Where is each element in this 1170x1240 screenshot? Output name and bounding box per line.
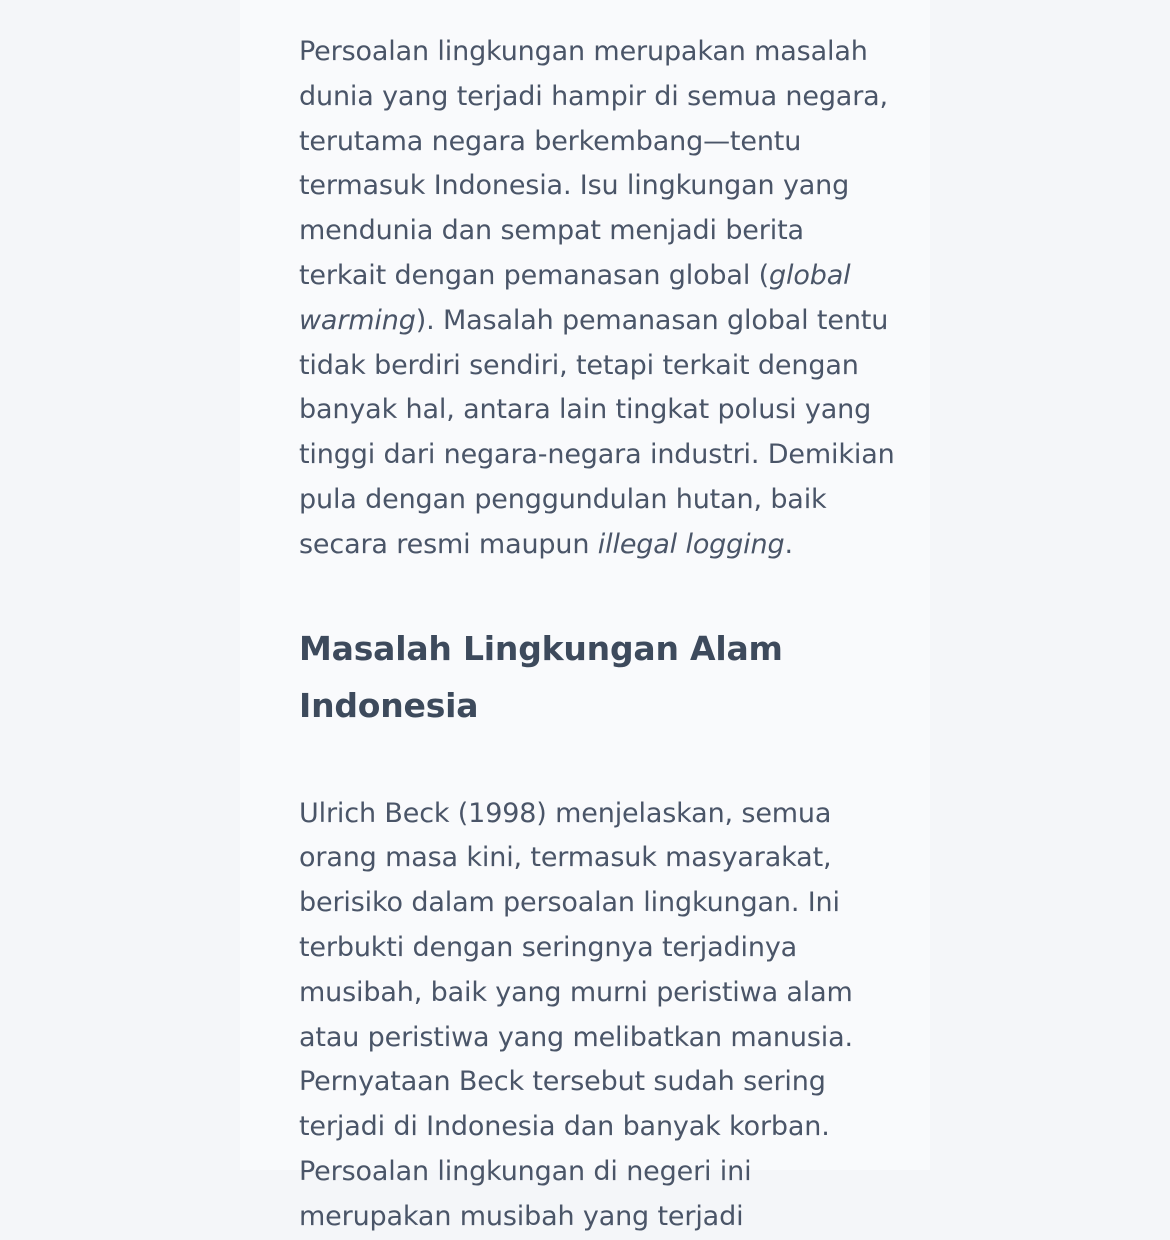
article-content xyxy=(299,0,899,1240)
section-heading: Masalah Lingkungan Alam Indonesia xyxy=(299,628,783,725)
intro-text-2: ). Masalah pemanasan global tentu tidak berdiri sendiri, tetapi terkait dengan banyak hal, antara lain tingkat polusi yang tinggi dari negara-negara industri. Demikian pula dengan penggundulan hutan, baik secara resmi maupun xyxy=(299,304,895,560)
section-heading-wrap xyxy=(299,568,899,792)
intro-italic-illegal-logging: illegal logging xyxy=(597,528,785,560)
intro-text-1: Persoalan lingkungan merupakan masalah dunia yang terjadi hampir di semua negara, terutama negara berkembang—tentu termasuk Indonesia. Isu lingkungan yang mendunia dan sempat menjadi berita terkait dengan pemanasan global ( xyxy=(299,36,888,291)
body-paragraph: Ulrich Beck (1998) menjelaskan, semua orang masa kini, termasuk masyarakat, berisiko dalam persoalan lingkungan. Ini terbukti dengan seringnya terjadinya musibah, baik yang murni peristiwa alam atau peristiwa yang melibatkan manusia. Pernyataan Beck tersebut sudah sering terjadi di Indonesia dan banyak korban. Persoalan lingkungan di negeri ini merupakan musibah yang terjadi xyxy=(299,797,853,1232)
intro-paragraph xyxy=(299,0,899,568)
intro-text-3: . xyxy=(784,528,793,560)
intro-italic-global-warming: global warming xyxy=(299,259,851,336)
